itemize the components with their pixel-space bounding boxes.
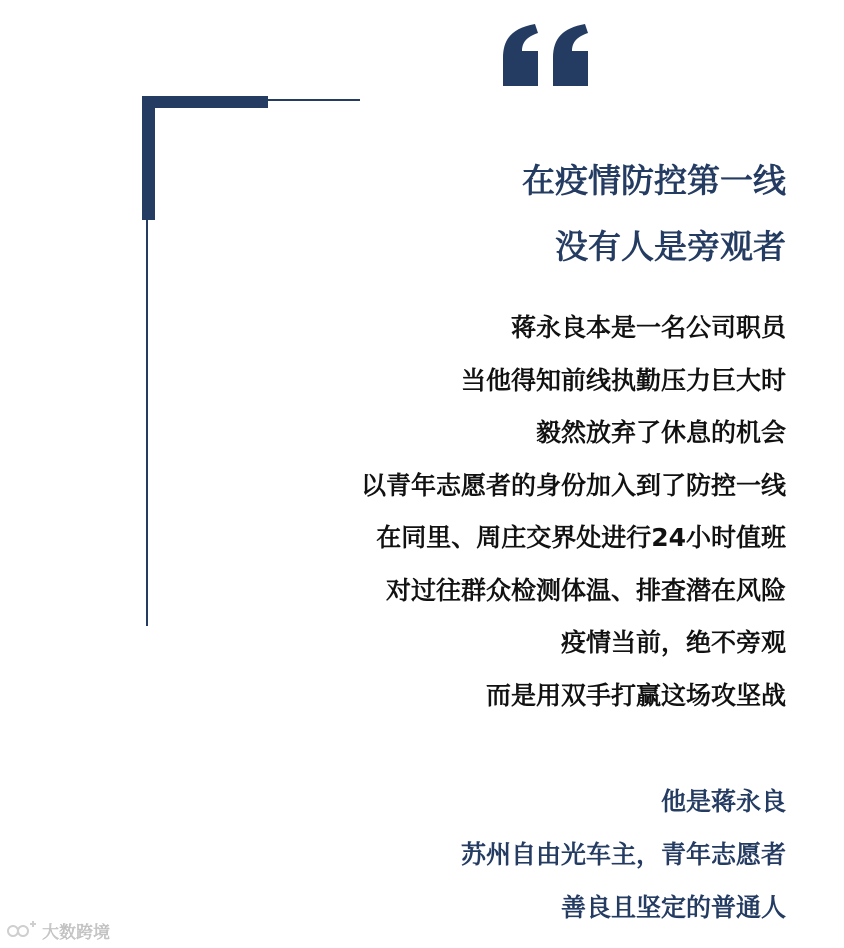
- body-line: 疫情当前，绝不旁观: [560, 628, 786, 657]
- frame-top-thick-line: [142, 96, 268, 108]
- closing-line: 苏州自由光车主，青年志愿者: [460, 840, 786, 869]
- closing-line: 善良且坚定的普通人: [560, 893, 786, 922]
- headline-line: 没有人是旁观者: [555, 227, 786, 266]
- frame-top-thin-line: [268, 99, 360, 101]
- watermark: [6, 918, 110, 942]
- double-quote-icon: [501, 24, 593, 88]
- body-line: 以青年志愿者的身份加入到了防控一线: [360, 470, 786, 500]
- body-line: 在同里、周庄交界处进行24小时值班: [376, 523, 786, 552]
- body-line: 对过往群众检测体温、排查潜在风险: [385, 575, 786, 605]
- body-line: 蒋永良本是一名公司职员: [510, 313, 786, 342]
- body-line: 当他得知前线执勤压力巨大时: [460, 365, 786, 395]
- headline: [522, 148, 786, 280]
- frame-left-thin-line: [146, 220, 148, 626]
- headline-line: 在疫情防控第一线: [522, 161, 786, 200]
- frame-left-thick-line: [142, 96, 155, 220]
- closing-paragraph: [461, 775, 786, 934]
- closing-line: 他是蒋永良: [660, 787, 786, 816]
- body-line: 而是用双手打赢这场攻坚战: [485, 680, 786, 710]
- body-line: 毅然放弃了休息的机会: [535, 418, 786, 447]
- body-paragraph: [361, 302, 786, 722]
- watermark-logo-icon: [6, 920, 38, 940]
- watermark-text: 大数跨境: [42, 922, 110, 943]
